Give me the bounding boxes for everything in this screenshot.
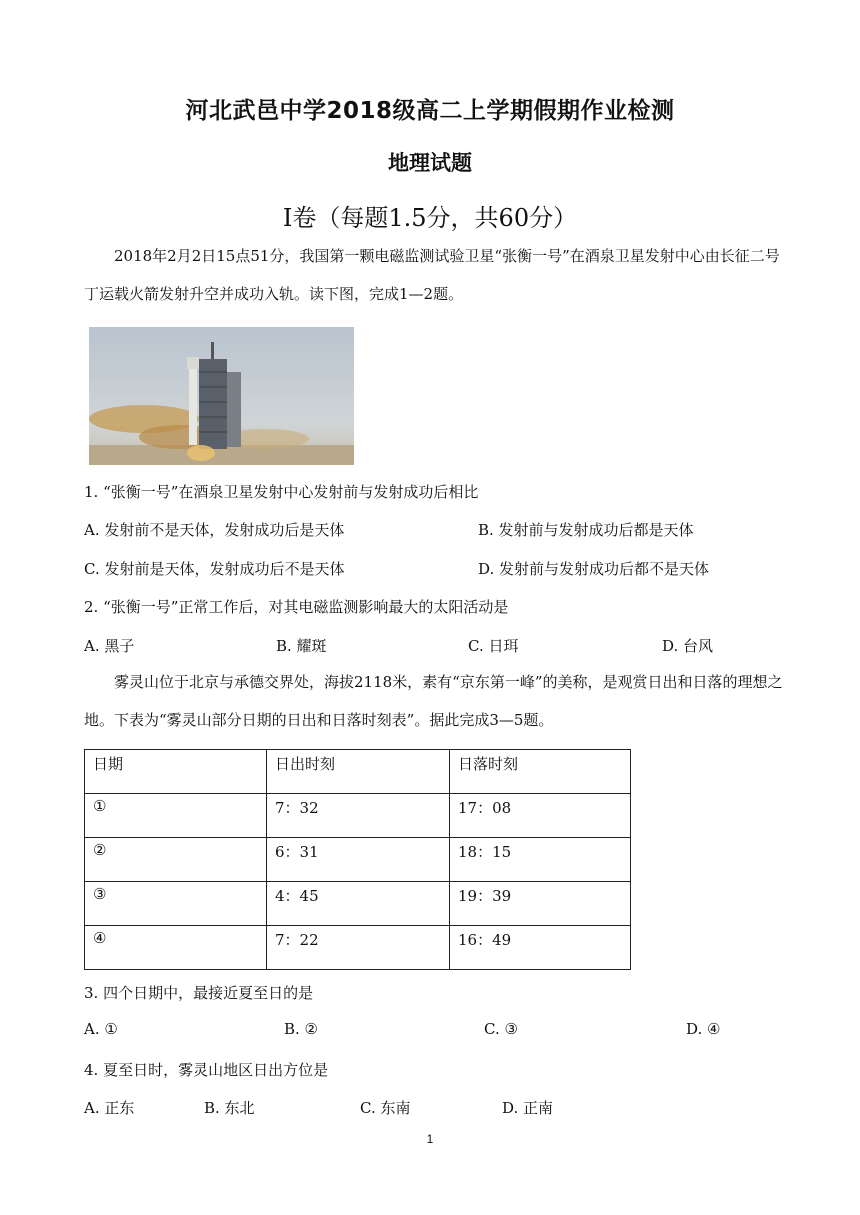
table-cell: 19：39 bbox=[450, 882, 631, 926]
question-1-option-a: A. 发射前不是天体，发射成功后是天体 bbox=[84, 521, 345, 539]
question-2-option-c: C. 日珥 bbox=[468, 637, 519, 655]
table-cell: ③ bbox=[85, 882, 267, 926]
table-cell: 7：22 bbox=[267, 926, 450, 970]
table-cell: ① bbox=[85, 794, 267, 838]
question-1-option-b: B. 发射前与发射成功后都是天体 bbox=[478, 521, 694, 539]
rocket-launch-photo bbox=[89, 327, 354, 465]
question-3-option-c: C. ③ bbox=[484, 1020, 518, 1038]
question-4-option-b: B. 东北 bbox=[204, 1099, 255, 1117]
table-cell: 4：45 bbox=[267, 882, 450, 926]
question-3-option-b: B. ② bbox=[284, 1020, 319, 1038]
table-cell: 7：32 bbox=[267, 794, 450, 838]
question-2-stem: 2. “张衡一号”正常工作后，对其电磁监测影响最大的太阳活动是 bbox=[84, 598, 509, 616]
table-header-cell: 日落时刻 bbox=[450, 750, 631, 794]
table-row bbox=[85, 838, 631, 882]
exam-title: 河北武邑中学2018级高二上学期假期作业检测 bbox=[185, 98, 675, 124]
table-cell: 17：08 bbox=[450, 794, 631, 838]
question-4-option-d: D. 正南 bbox=[502, 1099, 554, 1117]
question-2-option-a: A. 黑子 bbox=[84, 637, 135, 655]
question-4-option-c: C. 东南 bbox=[360, 1099, 411, 1117]
question-3-option-d: D. ④ bbox=[686, 1020, 721, 1038]
intro-paragraph-1: 2018年2月2日15点51分，我国第一颗电磁监测试验卫星“张衡一号”在酒泉卫星发射中心由长征二号丁运载火箭发射升空并成功入轨。读下图，完成1—2题。 bbox=[84, 247, 780, 303]
table-row bbox=[85, 794, 631, 838]
question-3-stem: 3. 四个日期中，最接近夏至日的是 bbox=[84, 984, 314, 1002]
question-4-option-a: A. 正东 bbox=[84, 1099, 135, 1117]
table-row bbox=[85, 882, 631, 926]
table-header-cell: 日期 bbox=[85, 750, 267, 794]
table-row bbox=[85, 926, 631, 970]
section-heading: Ⅰ卷（每题1.5分，共60分） bbox=[282, 204, 578, 232]
table-cell: ② bbox=[85, 838, 267, 882]
page-number: 1 bbox=[426, 1132, 434, 1146]
intro-paragraph-2: 雾灵山位于北京与承德交界处，海拔2118米，素有“京东第一峰”的美称，是观赏日出和日落的理想之地。下表为“雾灵山部分日期的日出和日落时刻表”。据此完成3—5题。 bbox=[84, 673, 783, 729]
table-cell: 6：31 bbox=[267, 838, 450, 882]
question-2-option-b: B. 耀斑 bbox=[276, 637, 327, 655]
table-header-cell: 日出时刻 bbox=[267, 750, 450, 794]
table-header-row bbox=[85, 750, 631, 794]
question-1-option-d: D. 发射前与发射成功后都不是天体 bbox=[478, 560, 710, 578]
table-cell: ④ bbox=[85, 926, 267, 970]
question-3-option-a: A. ① bbox=[84, 1020, 118, 1038]
table-cell: 18：15 bbox=[450, 838, 631, 882]
subject-title: 地理试题 bbox=[388, 151, 472, 175]
table-cell: 16：49 bbox=[450, 926, 631, 970]
question-1-stem: 1. “张衡一号”在酒泉卫星发射中心发射前与发射成功后相比 bbox=[84, 483, 479, 501]
question-1-option-c: C. 发射前是天体，发射成功后不是天体 bbox=[84, 560, 345, 578]
question-2-option-d: D. 台风 bbox=[662, 637, 714, 655]
question-4-stem: 4. 夏至日时，雾灵山地区日出方位是 bbox=[84, 1061, 329, 1079]
sunrise-sunset-table bbox=[84, 749, 631, 970]
